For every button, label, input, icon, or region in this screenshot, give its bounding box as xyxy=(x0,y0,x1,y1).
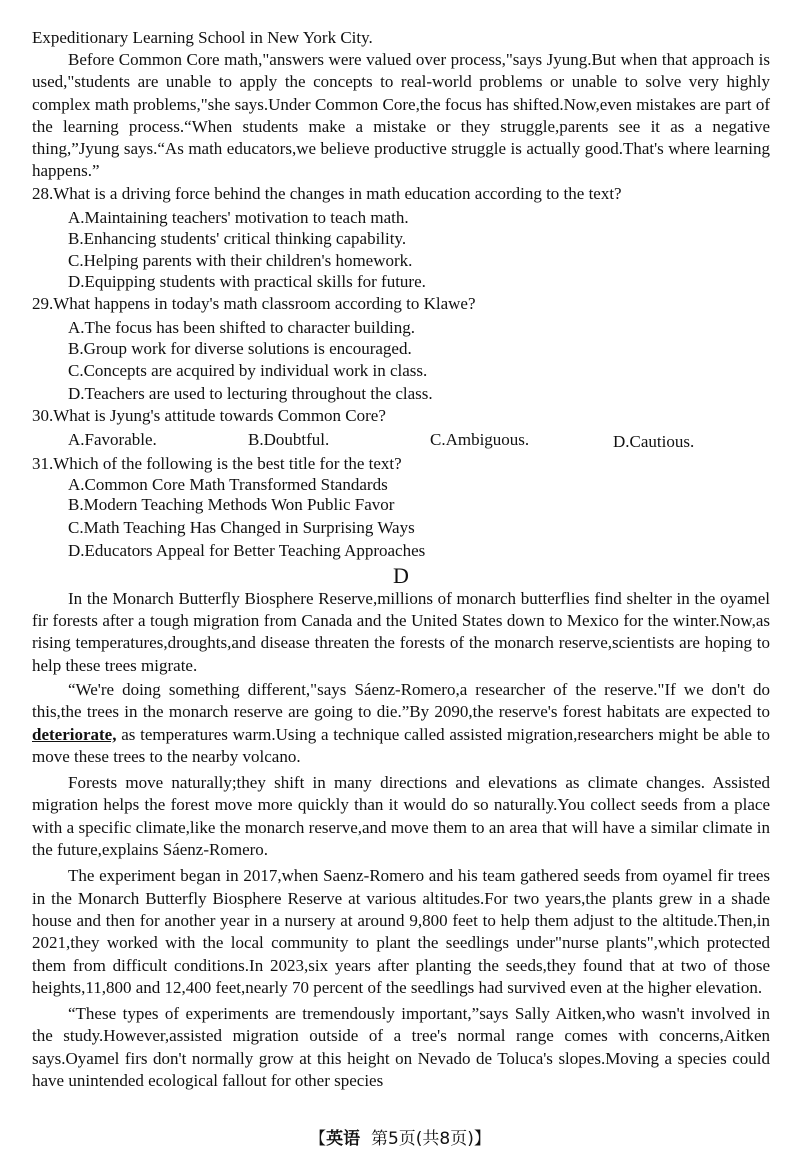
passage-c-last-line: Expeditionary Learning School in New York City. xyxy=(32,28,373,47)
page-number: 第5页(共8页) xyxy=(370,1129,474,1149)
option-c: C.Helping parents with their children's homework. xyxy=(68,250,413,270)
underlined-keyword: deteriorate, xyxy=(32,724,117,744)
option-b: B.Enhancing students' critical thinking capability. xyxy=(68,229,407,249)
option-c: C.Ambiguous. xyxy=(430,429,530,449)
question-stem: 28.What is a driving force behind the changes in math education according to the text? xyxy=(32,183,622,203)
option-d: D.Equipping students with practical skills for future. xyxy=(68,272,426,292)
question-28 xyxy=(32,183,770,293)
passage-c-paragraph: Before Common Core math,"answers were valued over process,"says Jyung.But when that approach is used,"students are unable to apply the concepts to real-world problems or unable to solve very highly complex math problems,"she says.Under Common Core,the focus has shifted.Now,even mistakes are part of the learning process.“When students make a mistake or they struggle,parents see it as a negative thing,”Jyung says.“As math educators,we believe productive struggle is actually good.That's where learning happens.” xyxy=(32,50,770,181)
option-a: A.The focus has been shifted to character building. xyxy=(68,317,415,337)
option-b: B.Modern Teaching Methods Won Public Favor xyxy=(68,494,395,514)
question-30 xyxy=(32,405,770,451)
passage-d-paragraph-1: In the Monarch Butterfly Biosphere Reserve,millions of monarch butterflies find shelter in the oyamel fir forests after a tough migration from Canada and the United States down to Mexico for the winter.Now,as rising temperatures,droughts,and disease threaten the forests of the monarch reserve,scientists are hoping to help these trees migrate. xyxy=(32,588,770,675)
question-stem: 29.What happens in today's math classroom according to Klawe? xyxy=(32,293,476,313)
option-b: B.Group work for diverse solutions is encouraged. xyxy=(68,339,412,359)
question-stem: 30.What is Jyung's attitude towards Common Core? xyxy=(32,405,386,425)
options-row xyxy=(32,429,770,451)
passage-d-paragraph-4: The experiment began in 2017,when Saenz-Romero and his team gathered seeds from oyamel fir trees in the Monarch Butterfly Biosphere Reserve at various altitudes.For two years,the plants grew in a shade house and then for another year in a nursery at around 9,800 feet to help them adjust to the altitude.Then,in 2021,they worked with the local community to plant the seedlings under"nurse plants",which protected them from difficult conditions.In 2023,six years after planting the seeds,they found that at two of those heights,11,800 and 12,400 feet,nearly 70 percent of the seedlings had survived even at the higher elevation. xyxy=(32,866,770,997)
option-a: A.Common Core Math Transformed Standards xyxy=(68,474,388,494)
section-heading-d: D xyxy=(393,562,409,588)
question-29 xyxy=(32,293,770,405)
option-d: D.Teachers are used to lecturing throughout the class. xyxy=(68,384,433,404)
option-d: D.Educators Appeal for Better Teaching Approaches xyxy=(68,541,426,561)
subject-label: 英语 xyxy=(326,1129,361,1149)
option-b: B.Doubtful. xyxy=(248,429,330,449)
passage-d-paragraph-3: Forests move naturally;they shift in many directions and elevations as climate changes. Assisted migration helps the forest move more quickly than it would do so naturally.You collect seeds from a place with a specific climate,like the monarch reserve,and move them to an area that will have a similar climate in the future,explains Sáenz-Romero. xyxy=(32,773,770,860)
question-31 xyxy=(32,453,770,562)
page-footer: 【英语 第5页(共8页)】 xyxy=(309,1129,491,1149)
exam-page xyxy=(32,27,770,1092)
option-c: C.Math Teaching Has Changed in Surprising Ways xyxy=(68,517,415,537)
passage-d-paragraph-2: “We're doing something different,"says Sáenz-Romero,a researcher of the reserve."If we don't do this,the trees in the monarch reserve are going to die.”By 2090,the reserve's forest habitats are expected to deteriorate, as temperatures warm.Using a technique called assisted migration,researchers might be able to move these trees to the nearby volcano. xyxy=(32,679,770,766)
option-a: A.Maintaining teachers' motivation to teach math. xyxy=(68,207,409,227)
option-c: C.Concepts are acquired by individual work in class. xyxy=(68,360,428,380)
question-stem: 31.Which of the following is the best title for the text? xyxy=(32,453,402,473)
option-d: D.Cautious. xyxy=(613,431,695,451)
passage-d-paragraph-5: “These types of experiments are tremendously important,”says Sally Aitken,who wasn't involved in the study.However,assisted migration outside of a tree's normal range comes with concerns,Aitken says.Oyamel firs don't normally grow at this height on Nevado de Toluca's slopes.Moving a species could have unintended ecological fallout for other species xyxy=(32,1004,770,1091)
option-a: A.Favorable. xyxy=(68,429,157,449)
